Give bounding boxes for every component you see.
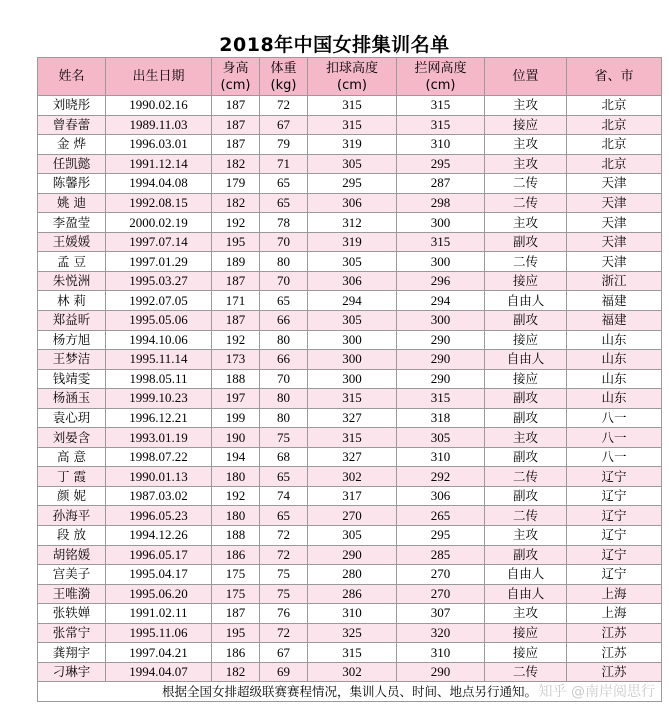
cell-name: 段 放: [38, 526, 106, 546]
cell-province: 八一: [567, 447, 662, 467]
cell-height: 188: [212, 526, 260, 546]
cell-birthdate: 1991.12.14: [106, 154, 212, 174]
cell-block-height: 310: [397, 447, 485, 467]
cell-spike-height: 315: [308, 428, 397, 448]
cell-position: 接应: [485, 369, 567, 389]
cell-birthdate: 2000.02.19: [106, 213, 212, 233]
cell-position: 副攻: [485, 389, 567, 409]
cell-birthdate: 1997.01.29: [106, 252, 212, 272]
cell-birthdate: 1995.04.17: [106, 565, 212, 585]
cell-birthdate: 1995.11.14: [106, 350, 212, 370]
cell-block-height: 315: [397, 232, 485, 252]
cell-block-height: 290: [397, 330, 485, 350]
cell-spike-height: 302: [308, 662, 397, 682]
cell-weight: 72: [260, 96, 308, 116]
cell-province: 八一: [567, 408, 662, 428]
cell-spike-height: 302: [308, 467, 397, 487]
cell-position: 主攻: [485, 428, 567, 448]
cell-province: 江苏: [567, 623, 662, 643]
cell-birthdate: 1990.01.13: [106, 467, 212, 487]
cell-name: 刘晏含: [38, 428, 106, 448]
cell-position: 自由人: [485, 291, 567, 311]
cell-spike-height: 306: [308, 271, 397, 291]
table-row: [38, 389, 662, 409]
cell-spike-height: 315: [308, 389, 397, 409]
cell-birthdate: 1999.10.23: [106, 389, 212, 409]
cell-height: 186: [212, 643, 260, 663]
cell-block-height: 300: [397, 213, 485, 233]
cell-height: 187: [212, 96, 260, 116]
cell-weight: 80: [260, 252, 308, 272]
cell-position: 主攻: [485, 96, 567, 116]
table-row: [38, 330, 662, 350]
table-row: [38, 408, 662, 428]
cell-birthdate: 1992.08.15: [106, 193, 212, 213]
cell-height: 187: [212, 115, 260, 135]
cell-height: 187: [212, 271, 260, 291]
cell-weight: 80: [260, 389, 308, 409]
cell-province: 上海: [567, 604, 662, 624]
cell-birthdate: 1989.11.03: [106, 115, 212, 135]
cell-height: 175: [212, 565, 260, 585]
cell-weight: 80: [260, 330, 308, 350]
cell-spike-height: 305: [308, 252, 397, 272]
table-row: [38, 291, 662, 311]
cell-spike-height: 305: [308, 311, 397, 331]
cell-name: 杨涵玉: [38, 389, 106, 409]
cell-province: 江苏: [567, 662, 662, 682]
cell-weight: 65: [260, 193, 308, 213]
cell-name: 陈馨彤: [38, 174, 106, 194]
cell-birthdate: 1987.03.02: [106, 486, 212, 506]
cell-weight: 67: [260, 115, 308, 135]
cell-name: 任凯懿: [38, 154, 106, 174]
cell-weight: 79: [260, 135, 308, 155]
cell-position: 自由人: [485, 350, 567, 370]
cell-province: 江苏: [567, 643, 662, 663]
table-row: [38, 506, 662, 526]
cell-position: 接应: [485, 623, 567, 643]
cell-province: 天津: [567, 174, 662, 194]
cell-weight: 70: [260, 271, 308, 291]
cell-weight: 66: [260, 311, 308, 331]
cell-weight: 65: [260, 174, 308, 194]
header-position: 位置: [485, 58, 567, 96]
cell-province: 辽宁: [567, 506, 662, 526]
cell-spike-height: 280: [308, 565, 397, 585]
cell-birthdate: 1990.02.16: [106, 96, 212, 116]
cell-province: 北京: [567, 115, 662, 135]
cell-height: 179: [212, 174, 260, 194]
watermark: 知乎 @南岸阅思行: [538, 684, 655, 700]
table-row: [38, 193, 662, 213]
cell-name: 郑益昕: [38, 311, 106, 331]
cell-province: 辽宁: [567, 486, 662, 506]
cell-height: 187: [212, 604, 260, 624]
cell-province: 天津: [567, 193, 662, 213]
cell-birthdate: 1994.04.07: [106, 662, 212, 682]
cell-spike-height: 290: [308, 545, 397, 565]
table-row: [38, 662, 662, 682]
cell-province: 北京: [567, 154, 662, 174]
cell-block-height: 300: [397, 311, 485, 331]
cell-province: 上海: [567, 584, 662, 604]
cell-birthdate: 1997.04.21: [106, 643, 212, 663]
cell-spike-height: 319: [308, 232, 397, 252]
page-title: 2018年中国女排集训名单: [219, 34, 450, 56]
cell-weight: 72: [260, 545, 308, 565]
table-row: [38, 213, 662, 233]
header-name: 姓名: [38, 58, 106, 96]
cell-position: 主攻: [485, 213, 567, 233]
table-row: [38, 447, 662, 467]
cell-province: 北京: [567, 96, 662, 116]
cell-weight: 75: [260, 565, 308, 585]
cell-name: 胡铭媛: [38, 545, 106, 565]
cell-birthdate: 1997.07.14: [106, 232, 212, 252]
table-row: [38, 526, 662, 546]
roster-table: [37, 57, 662, 702]
note-row: [38, 682, 662, 702]
cell-name: 颜 妮: [38, 486, 106, 506]
cell-height: 182: [212, 193, 260, 213]
cell-weight: 72: [260, 526, 308, 546]
cell-height: 175: [212, 584, 260, 604]
cell-block-height: 285: [397, 545, 485, 565]
cell-height: 171: [212, 291, 260, 311]
cell-height: 180: [212, 467, 260, 487]
table-row: [38, 486, 662, 506]
cell-block-height: 305: [397, 428, 485, 448]
roster-body: [38, 96, 662, 682]
cell-birthdate: 1996.03.01: [106, 135, 212, 155]
cell-name: 张轶婵: [38, 604, 106, 624]
header-row: [38, 58, 662, 96]
cell-position: 二传: [485, 467, 567, 487]
cell-position: 副攻: [485, 232, 567, 252]
cell-spike-height: 315: [308, 115, 397, 135]
cell-birthdate: 1994.04.08: [106, 174, 212, 194]
cell-weight: 66: [260, 350, 308, 370]
cell-block-height: 307: [397, 604, 485, 624]
header-weight: 体重 (kg): [260, 58, 308, 96]
cell-weight: 69: [260, 662, 308, 682]
cell-spike-height: 300: [308, 350, 397, 370]
cell-position: 副攻: [485, 447, 567, 467]
cell-name: 朱悦洲: [38, 271, 106, 291]
cell-height: 186: [212, 545, 260, 565]
cell-name: 王媛媛: [38, 232, 106, 252]
cell-block-height: 318: [397, 408, 485, 428]
cell-position: 主攻: [485, 604, 567, 624]
cell-block-height: 306: [397, 486, 485, 506]
header-province: 省、市: [567, 58, 662, 96]
cell-height: 182: [212, 154, 260, 174]
cell-birthdate: 1995.03.27: [106, 271, 212, 291]
cell-block-height: 298: [397, 193, 485, 213]
cell-province: 山东: [567, 369, 662, 389]
cell-province: 北京: [567, 135, 662, 155]
table-row: [38, 565, 662, 585]
cell-block-height: 265: [397, 506, 485, 526]
cell-position: 接应: [485, 330, 567, 350]
cell-spike-height: 300: [308, 330, 397, 350]
cell-height: 197: [212, 389, 260, 409]
cell-block-height: 270: [397, 565, 485, 585]
cell-spike-height: 315: [308, 643, 397, 663]
cell-position: 主攻: [485, 135, 567, 155]
cell-position: 主攻: [485, 526, 567, 546]
cell-block-height: 295: [397, 154, 485, 174]
cell-birthdate: 1994.12.26: [106, 526, 212, 546]
cell-spike-height: 327: [308, 447, 397, 467]
cell-province: 山东: [567, 389, 662, 409]
cell-spike-height: 300: [308, 369, 397, 389]
cell-province: 福建: [567, 291, 662, 311]
cell-birthdate: 1995.05.06: [106, 311, 212, 331]
cell-block-height: 315: [397, 389, 485, 409]
cell-weight: 78: [260, 213, 308, 233]
cell-province: 天津: [567, 213, 662, 233]
cell-position: 主攻: [485, 154, 567, 174]
cell-block-height: 320: [397, 623, 485, 643]
cell-block-height: 300: [397, 252, 485, 272]
cell-block-height: 295: [397, 526, 485, 546]
cell-spike-height: 319: [308, 135, 397, 155]
table-row: [38, 467, 662, 487]
cell-name: 龚翔宇: [38, 643, 106, 663]
cell-height: 190: [212, 428, 260, 448]
cell-spike-height: 315: [308, 96, 397, 116]
cell-province: 山东: [567, 350, 662, 370]
table-row: [38, 369, 662, 389]
table-row: [38, 96, 662, 116]
cell-weight: 80: [260, 408, 308, 428]
table-row: [38, 311, 662, 331]
cell-spike-height: 327: [308, 408, 397, 428]
cell-province: 辽宁: [567, 467, 662, 487]
cell-birthdate: 1996.05.23: [106, 506, 212, 526]
cell-name: 曾春蕾: [38, 115, 106, 135]
cell-province: 辽宁: [567, 565, 662, 585]
cell-block-height: 270: [397, 584, 485, 604]
cell-name: 林 莉: [38, 291, 106, 311]
cell-weight: 70: [260, 369, 308, 389]
cell-name: 王唯漪: [38, 584, 106, 604]
cell-height: 188: [212, 369, 260, 389]
table-row: [38, 350, 662, 370]
cell-weight: 65: [260, 467, 308, 487]
cell-name: 宫美子: [38, 565, 106, 585]
cell-name: 张常宁: [38, 623, 106, 643]
cell-birthdate: 1996.05.17: [106, 545, 212, 565]
cell-height: 192: [212, 330, 260, 350]
cell-spike-height: 294: [308, 291, 397, 311]
cell-height: 192: [212, 213, 260, 233]
cell-weight: 75: [260, 584, 308, 604]
cell-province: 浙江: [567, 271, 662, 291]
cell-name: 杨方旭: [38, 330, 106, 350]
table-row: [38, 643, 662, 663]
cell-block-height: 294: [397, 291, 485, 311]
table-row: [38, 428, 662, 448]
cell-name: 孟 豆: [38, 252, 106, 272]
cell-block-height: 310: [397, 135, 485, 155]
cell-block-height: 292: [397, 467, 485, 487]
cell-height: 192: [212, 486, 260, 506]
cell-weight: 65: [260, 291, 308, 311]
table-row: [38, 135, 662, 155]
cell-province: 辽宁: [567, 526, 662, 546]
cell-name: 姚 迪: [38, 193, 106, 213]
note-text: 根据全国女排超级联赛赛程情况，集训人员、时间、地点另行通知。: [38, 682, 662, 702]
cell-spike-height: 306: [308, 193, 397, 213]
table-row: [38, 271, 662, 291]
cell-birthdate: 1995.11.06: [106, 623, 212, 643]
cell-name: 袁心玥: [38, 408, 106, 428]
cell-weight: 72: [260, 623, 308, 643]
cell-block-height: 290: [397, 350, 485, 370]
table-row: [38, 232, 662, 252]
cell-province: 天津: [567, 232, 662, 252]
cell-spike-height: 305: [308, 526, 397, 546]
cell-weight: 76: [260, 604, 308, 624]
cell-position: 二传: [485, 252, 567, 272]
cell-position: 接应: [485, 115, 567, 135]
cell-birthdate: 1993.01.19: [106, 428, 212, 448]
cell-height: 195: [212, 232, 260, 252]
cell-position: 二传: [485, 174, 567, 194]
cell-position: 二传: [485, 506, 567, 526]
cell-weight: 65: [260, 506, 308, 526]
cell-birthdate: 1998.07.22: [106, 447, 212, 467]
cell-birthdate: 1998.05.11: [106, 369, 212, 389]
table-row: [38, 115, 662, 135]
cell-name: 王梦洁: [38, 350, 106, 370]
cell-weight: 68: [260, 447, 308, 467]
cell-name: 刘晓彤: [38, 96, 106, 116]
cell-weight: 71: [260, 154, 308, 174]
table-row: [38, 584, 662, 604]
cell-position: 自由人: [485, 584, 567, 604]
cell-height: 180: [212, 506, 260, 526]
cell-spike-height: 286: [308, 584, 397, 604]
cell-spike-height: 312: [308, 213, 397, 233]
header-birthdate: 出生日期: [106, 58, 212, 96]
cell-birthdate: 1994.10.06: [106, 330, 212, 350]
cell-position: 副攻: [485, 486, 567, 506]
cell-province: 山东: [567, 330, 662, 350]
cell-weight: 67: [260, 643, 308, 663]
cell-position: 接应: [485, 643, 567, 663]
cell-height: 182: [212, 662, 260, 682]
cell-weight: 70: [260, 232, 308, 252]
cell-height: 194: [212, 447, 260, 467]
cell-name: 高 意: [38, 447, 106, 467]
table-row: [38, 252, 662, 272]
cell-height: 173: [212, 350, 260, 370]
cell-block-height: 315: [397, 115, 485, 135]
cell-province: 辽宁: [567, 545, 662, 565]
cell-spike-height: 305: [308, 154, 397, 174]
cell-height: 189: [212, 252, 260, 272]
cell-block-height: 290: [397, 662, 485, 682]
cell-name: 钱靖雯: [38, 369, 106, 389]
table-row: [38, 154, 662, 174]
table-row: [38, 174, 662, 194]
table-row: [38, 623, 662, 643]
cell-birthdate: 1996.12.21: [106, 408, 212, 428]
cell-spike-height: 317: [308, 486, 397, 506]
cell-height: 187: [212, 135, 260, 155]
cell-weight: 74: [260, 486, 308, 506]
header-block-height: 拦网高度 (cm): [397, 58, 485, 96]
cell-name: 丁 霞: [38, 467, 106, 487]
table-row: [38, 604, 662, 624]
cell-spike-height: 270: [308, 506, 397, 526]
cell-spike-height: 295: [308, 174, 397, 194]
cell-name: 李盈莹: [38, 213, 106, 233]
cell-block-height: 296: [397, 271, 485, 291]
cell-birthdate: 1992.07.05: [106, 291, 212, 311]
cell-position: 二传: [485, 193, 567, 213]
cell-position: 副攻: [485, 311, 567, 331]
cell-spike-height: 325: [308, 623, 397, 643]
cell-block-height: 310: [397, 643, 485, 663]
cell-position: 自由人: [485, 565, 567, 585]
cell-weight: 75: [260, 428, 308, 448]
cell-block-height: 290: [397, 369, 485, 389]
cell-spike-height: 310: [308, 604, 397, 624]
cell-position: 接应: [485, 271, 567, 291]
cell-position: 副攻: [485, 545, 567, 565]
cell-name: 孙海平: [38, 506, 106, 526]
cell-block-height: 287: [397, 174, 485, 194]
cell-province: 八一: [567, 428, 662, 448]
cell-province: 福建: [567, 311, 662, 331]
cell-name: 刁琳宇: [38, 662, 106, 682]
cell-height: 199: [212, 408, 260, 428]
cell-block-height: 315: [397, 96, 485, 116]
cell-height: 187: [212, 311, 260, 331]
cell-position: 副攻: [485, 408, 567, 428]
cell-height: 195: [212, 623, 260, 643]
header-spike-height: 扣球高度 (cm): [308, 58, 397, 96]
table-row: [38, 545, 662, 565]
cell-position: 二传: [485, 662, 567, 682]
cell-birthdate: 1995.06.20: [106, 584, 212, 604]
cell-name: 金 烨: [38, 135, 106, 155]
cell-birthdate: 1991.02.11: [106, 604, 212, 624]
header-height: 身高 (cm): [212, 58, 260, 96]
cell-province: 天津: [567, 252, 662, 272]
